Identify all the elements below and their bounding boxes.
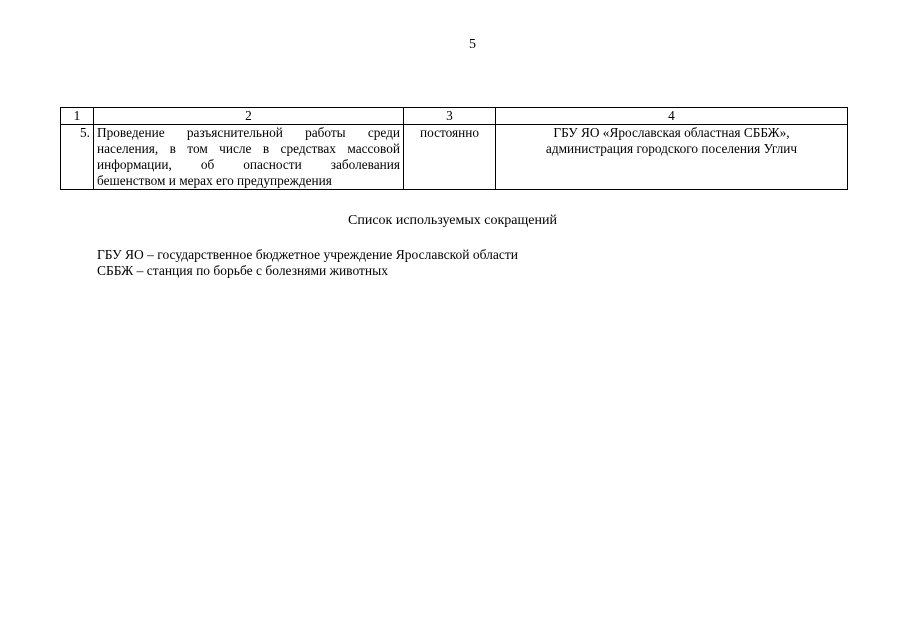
row-number: 5. [61,125,94,190]
measure-description-line: информации, об опасности заболевания [97,157,400,172]
measure-description [94,125,404,190]
measure-term: постоянно [404,125,496,190]
column-number-2: 2 [94,108,404,125]
column-number-4: 4 [496,108,848,125]
page-number: 5 [469,37,476,52]
abbreviations-title: Список используемых сокращений [348,213,557,228]
measures-table [60,107,848,190]
abbreviation-item: ГБУ ЯО – государственное бюджетное учреждение Ярославской области [97,247,518,262]
table-row [61,125,848,190]
abbreviations-list [97,247,518,279]
measure-responsible [496,125,848,190]
measure-description-line: Проведение разъяснительной работы среди [97,125,400,140]
table-header-row [61,108,848,125]
responsible-line: ГБУ ЯО «Ярославская областная СББЖ», [553,125,790,140]
measure-description-line: населения, в том числе в средствах массовой [97,141,400,156]
measure-description-line: бешенством и мерах его предупреждения [97,173,332,188]
column-number-3: 3 [404,108,496,125]
responsible-line: администрация городского поселения Углич [545,141,798,156]
abbreviation-item: СББЖ – станция по борьбе с болезнями животных [97,263,388,278]
column-number-1: 1 [61,108,94,125]
